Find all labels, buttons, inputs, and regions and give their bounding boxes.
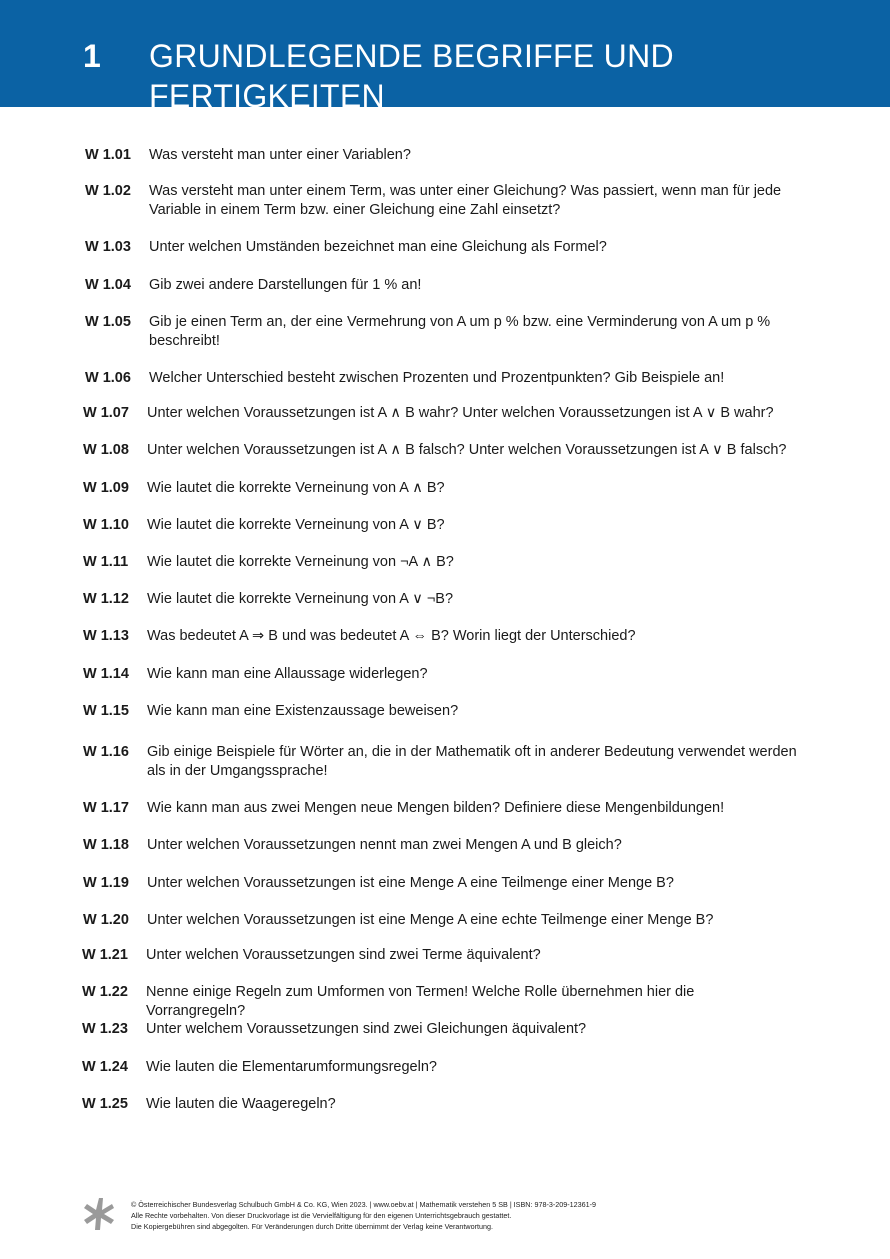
question-code: W 1.08: [83, 442, 129, 458]
question-code: W 1.01: [85, 147, 131, 163]
question-text: Gib einige Beispiele für Wörter an, die in der Mathematik oft in anderer Bedeutung verwendet werden als in der Umgangssprache!: [147, 744, 797, 779]
question-text: Was versteht man unter einer Variablen?: [149, 147, 411, 163]
question-code: W 1.25: [82, 1096, 128, 1112]
question-text: Unter welchen Voraussetzungen ist eine Menge A eine echte Teilmenge einer Menge B?: [147, 912, 714, 928]
footer-copyright: [131, 1199, 596, 1232]
question-code: W 1.05: [85, 314, 131, 330]
question-code: W 1.04: [85, 277, 131, 293]
question-code: W 1.15: [83, 703, 129, 719]
question-code: W 1.02: [85, 183, 131, 199]
question-text: Welcher Unterschied besteht zwischen Prozenten und Prozentpunkten? Gib Beispiele an!: [149, 370, 725, 386]
question-code: W 1.21: [82, 947, 128, 963]
question-text: Wie lautet die korrekte Verneinung von ¬A ∧ B?: [147, 554, 454, 570]
question-code: W 1.06: [85, 370, 131, 386]
question-code: W 1.03: [85, 239, 131, 255]
question-text: Unter welchen Voraussetzungen ist A ∧ B falsch? Unter welchen Voraussetzungen ist A ∨ B falsch?: [147, 442, 787, 458]
question-code: W 1.20: [83, 912, 129, 928]
question-code: W 1.24: [82, 1059, 128, 1075]
question-text: Unter welchen Voraussetzungen ist eine Menge A eine Teilmenge einer Menge B?: [147, 875, 674, 891]
publisher-logo-icon: [83, 1197, 115, 1231]
chapter-title: GRUNDLEGENDE BEGRIFFE UND FERTIGKEITEN: [149, 38, 674, 114]
footer-line: Die Kopiergebühren sind abgegolten. Für Veränderungen durch Dritte übernimmt der Verlag keine Verantwortung.: [131, 1222, 493, 1231]
question-code: W 1.19: [83, 875, 129, 891]
question-code: W 1.14: [83, 666, 129, 682]
question-code: W 1.18: [83, 837, 129, 853]
question-text: Wie kann man aus zwei Mengen neue Mengen bilden? Definiere diese Mengenbildungen!: [147, 800, 725, 816]
question-text: Wie kann man eine Allaussage widerlegen?: [147, 666, 428, 682]
question-text: Wie lauten die Waageregeln?: [146, 1096, 336, 1112]
footer-line: Alle Rechte vorbehalten. Von dieser Druckvorlage ist die Vervielfältigung für den eigenen Unterrichtsgebrauch gestattet.: [131, 1211, 512, 1220]
question-code: W 1.10: [83, 517, 129, 533]
question-text: Was versteht man unter einem Term, was unter einer Gleichung? Was passiert, wenn man für jede Variable in einem Term bzw. einer Gleichung eine Zahl einsetzt?: [149, 183, 782, 218]
question-text: Was bedeutet A ⇒ B und was bedeutet A ⇔ B? Worin liegt der Unterschied?: [147, 628, 636, 644]
question-text: Gib je einen Term an, der eine Vermehrung von A um p % bzw. eine Verminderung von A um p % beschreibt!: [149, 314, 771, 349]
question-code: W 1.12: [83, 591, 129, 607]
question-code: W 1.13: [83, 628, 129, 644]
question-code: W 1.16: [83, 744, 129, 760]
question-text: Unter welchen Voraussetzungen nennt man zwei Mengen A und B gleich?: [147, 837, 622, 853]
chapter-number: 1: [83, 38, 101, 74]
question-code: W 1.22: [82, 984, 128, 1000]
question-text: Gib zwei andere Darstellungen für 1 % an!: [149, 277, 422, 293]
question-text: Nenne einige Regeln zum Umformen von Termen! Welche Rolle übernehmen hier die Vorrangregeln?: [146, 984, 695, 1019]
question-text: Wie kann man eine Existenzaussage beweisen?: [147, 703, 459, 719]
question-text: Wie lautet die korrekte Verneinung von A ∨ ¬B?: [147, 591, 454, 607]
chapter-header: [0, 0, 890, 114]
footer-line: © Österreichischer Bundesverlag Schulbuch GmbH & Co. KG, Wien 2023. | www.oebv.at | Mathematik verstehen 5 SB | ISBN: 978-3-209-12361-9: [131, 1200, 596, 1209]
question-code: W 1.11: [83, 554, 129, 570]
question-text: Unter welchen Voraussetzungen sind zwei Terme äquivalent?: [146, 947, 541, 963]
question-code: W 1.23: [82, 1021, 128, 1037]
question-code: W 1.07: [83, 405, 129, 421]
question-text: Unter welchen Umständen bezeichnet man eine Gleichung als Formel?: [149, 239, 607, 255]
question-text: Unter welchem Voraussetzungen sind zwei Gleichungen äquivalent?: [146, 1021, 587, 1037]
question-code: W 1.17: [83, 800, 129, 816]
question-text: Wie lautet die korrekte Verneinung von A ∧ B?: [147, 480, 445, 496]
question-text: Wie lautet die korrekte Verneinung von A ∨ B?: [147, 517, 445, 533]
question-text: Wie lauten die Elementarumformungsregeln?: [146, 1059, 437, 1075]
question-text: Unter welchen Voraussetzungen ist A ∧ B wahr? Unter welchen Voraussetzungen ist A ∨ B wahr?: [147, 405, 774, 421]
question-code: W 1.09: [83, 480, 129, 496]
